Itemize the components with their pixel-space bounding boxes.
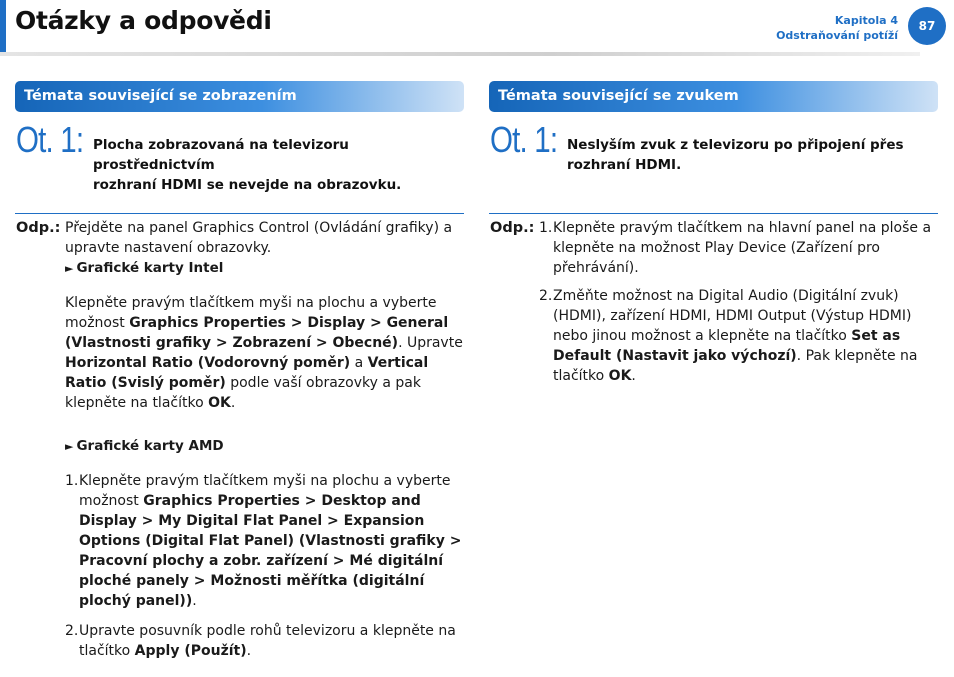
answer-label: Odp.:	[490, 220, 535, 236]
question-line: rozhraní HDMI.	[567, 157, 682, 173]
question-row	[15, 119, 464, 214]
answer-body	[65, 218, 464, 661]
header-divider	[0, 52, 920, 56]
triangle-bullet-icon: ►	[65, 440, 74, 453]
button-name: Apply (Použít)	[134, 643, 247, 659]
answer-label: Odp.:	[16, 220, 61, 236]
answer-block	[489, 218, 938, 386]
chapter-label: Kapitola 4	[834, 14, 898, 27]
amd-subheading	[65, 436, 464, 457]
intel-subheading	[65, 258, 464, 279]
text-run: Změňte možnost na Digital Audio (Digitální zvuk) (HDMI), zařízení HDMI, HDMI Output (Výstup HDMI) nebo jinou možnost a klepněte na tlačítko	[553, 288, 912, 344]
answer-block	[15, 218, 464, 661]
list-item	[65, 471, 464, 611]
menu-path: Graphics Properties > Display > General (Vlastnosti grafiky > Zobrazení > Obecné)	[65, 315, 449, 351]
question-line: rozhraní HDMI se nevejde na obrazovku.	[93, 177, 402, 193]
answer-body	[539, 218, 938, 386]
page-number-badge: 87	[908, 7, 946, 45]
text-run: Upravte posuvník podle rohů televizoru a klepněte na tlačítko	[79, 623, 456, 659]
display-topics-column	[15, 81, 464, 661]
button-name: Set as Default (Nastavit jako výchozí)	[553, 328, 901, 364]
question-label: Ot. 1:	[16, 119, 84, 160]
text-run: Klepněte pravým tlačítkem myši na plochu a vyberte možnost	[79, 473, 451, 509]
intel-instructions	[65, 293, 464, 413]
button-name: OK	[208, 395, 231, 411]
menu-path: Graphics Properties > Desktop and Display > My Digital Flat Panel > Expansion Options (Digital Flat Panel) (Vlastnosti grafiky > Pracovní plochy a zobr. zařízení > Mé digitální ploché panely > Možnosti měřítka (digitální plochý panel))	[79, 493, 462, 609]
chapter-info	[776, 13, 898, 43]
text-run: podle vaší obrazovky a pak klepněte na tlačítko	[65, 375, 421, 411]
text-run: .	[192, 593, 197, 609]
triangle-bullet-icon: ►	[65, 262, 74, 275]
list-number: 2.	[65, 623, 79, 639]
question-text	[93, 135, 464, 195]
text-run: Klepněte pravým tlačítkem myši na plochu a vyberte možnost	[65, 295, 437, 331]
list-number: 2.	[539, 288, 553, 304]
text-run: a	[350, 355, 368, 371]
question-line: Neslyším zvuk z televizoru po připojení přes	[567, 137, 904, 153]
section-header-sound: Témata související se zvukem	[489, 81, 938, 112]
question-line: Plocha zobrazovaná na televizoru prostřednictvím	[93, 137, 349, 173]
list-item	[539, 218, 938, 278]
question-label: Ot. 1:	[490, 119, 558, 160]
text-run: .	[631, 368, 636, 384]
sound-topics-column	[489, 81, 938, 386]
text-run: . Upravte	[398, 335, 463, 351]
list-item	[65, 621, 464, 661]
text-run: Klepněte pravým tlačítkem na hlavní panel na ploše a klepněte na možnost Play Device (Zařízení pro přehrávání).	[553, 220, 932, 276]
section-header-display: Témata související se zobrazením	[15, 81, 464, 112]
setting-name: Horizontal Ratio (Vodorovný poměr)	[65, 355, 351, 371]
list-item	[539, 286, 938, 386]
answer-intro: Přejděte na panel Graphics Control (Ovládání grafiky) a upravte nastavení obrazovky.	[65, 220, 453, 256]
text-run: .	[246, 643, 252, 659]
text-run: .	[230, 395, 236, 411]
setting-name: Vertical Ratio (Svislý poměr)	[65, 355, 429, 391]
header-accent-bar	[0, 0, 6, 52]
page-title: Otázky a odpovědi	[15, 6, 272, 35]
question-text	[567, 135, 904, 175]
text-run: . Pak klepněte na tlačítko	[553, 348, 918, 384]
button-name: OK	[608, 368, 632, 384]
intel-heading-text: Grafické karty Intel	[76, 260, 224, 276]
question-row	[489, 119, 938, 214]
list-number: 1.	[65, 473, 79, 489]
chapter-subtitle: Odstraňování potíží	[776, 29, 898, 42]
list-number: 1.	[539, 220, 553, 236]
amd-heading-text: Grafické karty AMD	[76, 438, 224, 454]
